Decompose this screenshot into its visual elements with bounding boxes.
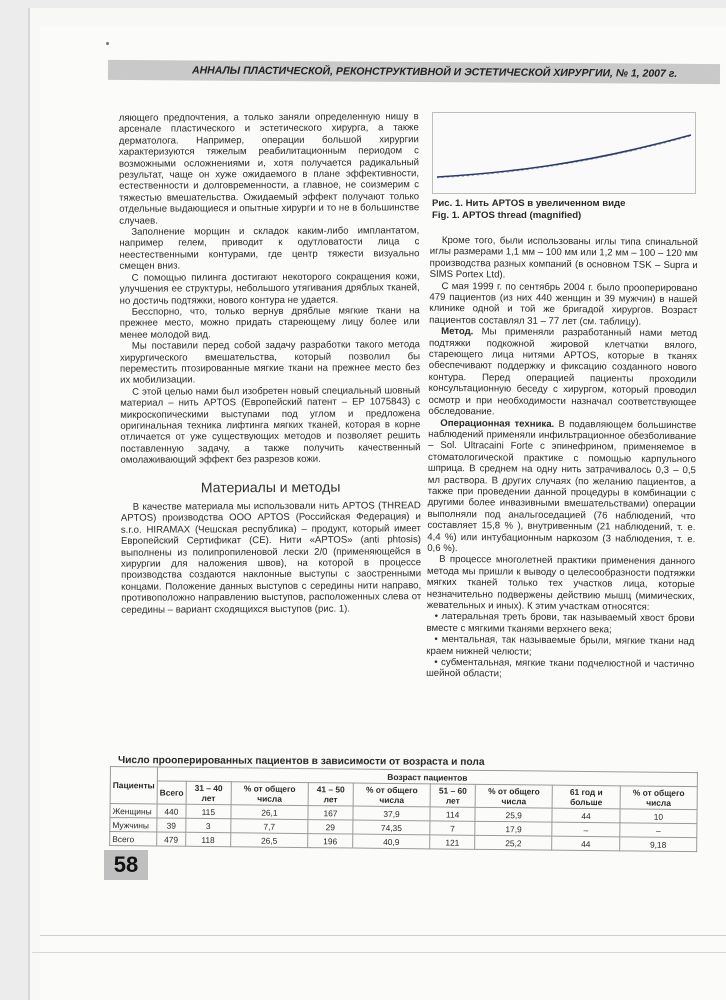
table-cell: 440: [157, 804, 186, 818]
table-cell: 26,5: [231, 833, 308, 848]
paragraph: [428, 326, 697, 420]
table-cell: 74,35: [353, 820, 430, 835]
table-cell: 479: [157, 832, 186, 846]
list-item: • латеральная треть брови, так называемый хвост брови вместе с мягкими тканями верхнего века;: [426, 611, 695, 636]
paragraph: Заполнение морщин и складок каким-либо имплантатом, например гелем, приводит к одутловатости лица с неестественными контурами, где центр тяжести визуально смещен вниз.: [119, 225, 420, 273]
table-cell: –: [620, 823, 697, 838]
thread-illustration: [433, 113, 695, 193]
scan-speck: [106, 42, 109, 45]
paragraph: Кроме того, были использованы иглы типа спинальной иглы размерами 1,1 мм – 100 мм или 1,2 мм – 100 – 120 мм производства разных компаний (в основном TSK – Supra и SIMS Portex Ltd).: [429, 234, 698, 281]
header-cell: % от общего числа: [475, 784, 552, 808]
table-cell: 118: [185, 832, 230, 846]
header-cell: Всего: [157, 781, 186, 804]
row-label: Женщины: [110, 804, 157, 818]
bullet-list: [426, 611, 695, 682]
row-label: Мужчины: [110, 818, 157, 832]
table-cell: 114: [430, 807, 475, 821]
table-cell: 121: [430, 835, 475, 849]
paragraph: В качестве материала мы использовали нить APTOS (THREAD APTOS) производства ООО APTOS (Российская Федерация) и s.r.o. HIRAMAX (Чешская республика) – продукт, который имеет Европейский Сертификат (CE). Нити «APTOS» (anti phtosis) выполнены из полипропиленовой лески 2/0 (применяющейся в хирургии для наложения швов), на которой в процессе производства создаются наклонные выступы с заостренными концами. Положение данных выступов с середины нити направо, противоположно направлению выступов, расположенных слева от середины – вариант сходящихся выступов (рис. 1).: [120, 500, 422, 616]
figure-thread-image: [432, 112, 696, 194]
divider: [32, 952, 726, 953]
table-cell: 37,9: [353, 806, 430, 821]
list-item: • ментальная, так называемые брыли, мягкие ткани над краем нижней челюсти;: [426, 634, 695, 658]
table-cell: 26,1: [231, 805, 308, 820]
method-text: Мы применяли разработанный нами метод подтяжки подкожной жировой клетчатки вялого, стареющего лица нитями APTOS, которые в тканях обеспечивают поддержку и фиксацию созданного нового контура. Перед операцией пациенты проходили консультационную беседу с хирургом, который проводил осмотр и при необходимости назначал соответствующее обследование.: [428, 326, 698, 418]
table-cell: 44: [552, 836, 620, 851]
paragraph: ляющего предпочтения, а только заняли определенную нишу в арсенале пластического и эстетического хирурга, а также дерматолога. Например, операции большой хирургии характеризуются тяжелым реабилитационным периодом с возможными осложнениями и, хотя получается радикальный результат, чаще он хуже ожидаемого в плане эффективности, естественности и долговременности, а главное, не соизмерим с тяжестью вмешательства. Ожидаемый эффект получают только отдельные выдающиеся и опытные хирурги и то не в большинстве случаев.: [118, 111, 420, 227]
header-cell: 51 – 60 лет: [430, 784, 475, 807]
right-column: [426, 235, 698, 682]
technique-label: Операционная техника.: [440, 417, 555, 430]
header-cell: % от общего числа: [353, 783, 430, 807]
table-cell: 44: [552, 808, 620, 823]
paragraph: В процессе многолетней практики применения данного метода мы пришли к выводу о целесообразности подтяжки мягких тканей только тех участков лица, которые незначительно подвержены действию мышц (мимических, жевательных и иных). К этим участкам относятся:: [426, 554, 696, 613]
table-cell: –: [552, 822, 620, 837]
header-cell: % от общего числа: [620, 786, 697, 810]
header-cell: 31 – 40 лет: [186, 781, 231, 804]
table-cell: 29: [308, 820, 353, 834]
paragraph: Мы поставили перед собой задачу разработки такого метода хирургического вмешательства, который позволил бы переместить птозированные мягкие ткани на прежнее место без их мобилизации.: [119, 339, 421, 387]
header-cell: 41 – 50 лет: [308, 783, 353, 806]
table-cell: 10: [620, 809, 697, 824]
table-cell: 39: [157, 818, 186, 832]
header-cell: 61 год и больше: [552, 785, 620, 809]
row-label: Всего: [110, 832, 157, 846]
table-cell: 3: [186, 818, 231, 832]
patients-table: [109, 766, 698, 852]
paragraph: С мая 1999 г. по сентябрь 2004 г. было прооперировано 479 пациентов (из них 440 женщин и 39 мужчин) в нашей клинике одной и той же бригадой хирургов. Возраст пациентов составлял 31 – 77 лет (см. таблицу).: [429, 280, 698, 328]
list-item: • субментальная, мягкие ткани подчелюстной и частично шейной области;: [426, 656, 695, 680]
table-title: Число прооперированных пациентов в зависимости от возраста и пола: [117, 755, 485, 768]
caption-en: Fig. 1. APTOS thread (magnified): [432, 209, 582, 221]
caption-ru: Рис. 1. Нить APTOS в увеличенном виде: [432, 198, 626, 209]
paragraph: Бесспорно, что, только вернув дряблые мягкие ткани на прежнее место, можно придать стареющему лицу более или менее молодой вид.: [119, 305, 420, 341]
technique-text: В подавляющем большинстве наблюдений применяли инфильтрационное обезболивание – Sol. Ultracaini Forte с эпинефрином, применяемое в стоматологической практике с помощью карпульного шприца. В среднем на одну нить затрачивалось 0,3 – 0,5 мл раствора. В других случаях (по желанию пациентов, а также при проведении данной процедуры в комбинации с другими более инвазивными вмешательствами) операции выполняли под анальгоседацией (76 наблюдений, что составляет 15,8 % ), внутривенным (21 наблюдений, т. е. 4,4 %) или интубационным наркозом (3 наблюдения, т. е. 0,6 %).: [427, 418, 697, 555]
divider: [40, 935, 726, 936]
paragraph: [427, 417, 696, 556]
header-age-group: Возраст пациентов: [157, 767, 697, 787]
paragraph: С помощью пилинга достигают некоторого сокращения кожи, улучшения ее структуры, небольшого утягивания дряблых тканей, но достичь подтяжки, нового контура не удается.: [119, 270, 420, 307]
table-cell: 196: [308, 834, 353, 848]
table-cell: 7,7: [231, 819, 308, 834]
table-cell: 25,2: [475, 835, 552, 850]
table-cell: 7: [430, 821, 475, 835]
table-cell: 17,9: [475, 821, 552, 836]
header-cell: % от общего числа: [231, 782, 308, 806]
paragraph: С этой целью нами был изобретен новый специальный шовный материал – нить APTOS (Европейский патент – EP 1075843) с микроскопическими выступами под углом и предложена оригинальная техника лифтинга мягких тканей, которая в корне отличается от уже существующих методов и позволяет решить поставленную задачу, а также получить качественный омолаживающий эффект без разрезов кожи.: [120, 384, 421, 466]
table-cell: 9,18: [619, 837, 696, 852]
left-column: [119, 111, 422, 616]
table-cell: 40,9: [353, 834, 430, 849]
method-label: Метод.: [441, 326, 474, 338]
journal-header: АННАЛЫ ПЛАСТИЧЕСКОЙ, РЕКОНСТРУКТИВНОЙ И ЭСТЕТИЧЕСКОЙ ХИРУРГИИ, № 1, 2007 г.: [108, 60, 720, 84]
section-title: Материалы и методы: [200, 478, 341, 495]
table-cell: 167: [308, 806, 353, 820]
table-cell: 115: [186, 804, 231, 818]
figure-caption: [432, 198, 702, 221]
page-number: 58: [104, 850, 148, 880]
table-cell: 25,9: [475, 807, 552, 822]
header-patients: Пациенты: [110, 767, 157, 804]
